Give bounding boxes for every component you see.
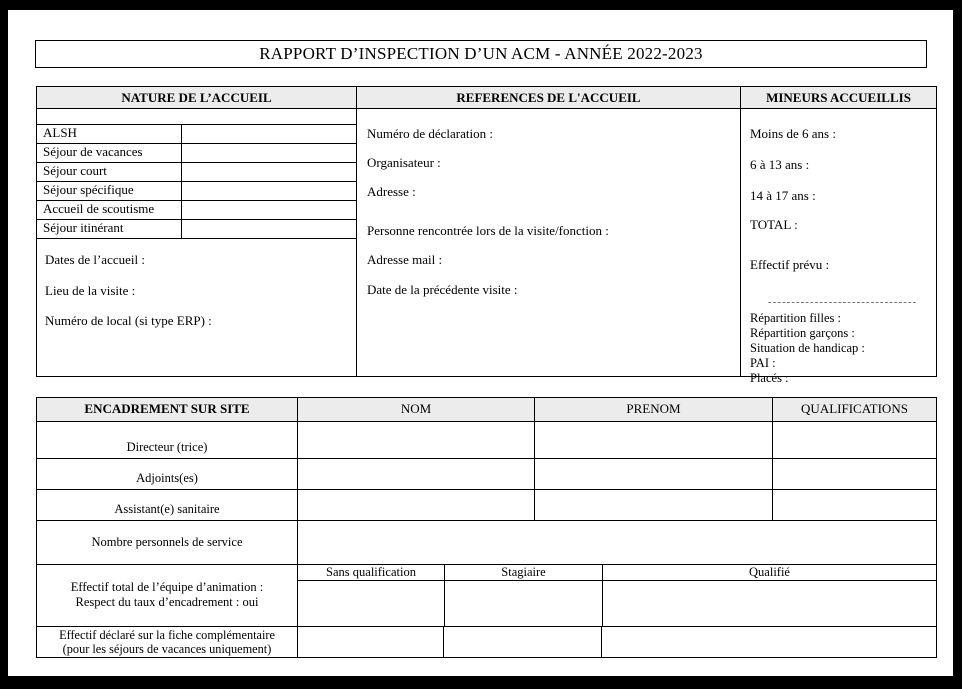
field-label-numero-declaration: Numéro de déclaration : xyxy=(367,126,493,141)
effectif-total-line2: Respect du taux d’encadrement : oui xyxy=(75,595,259,610)
empty-cell xyxy=(772,459,936,490)
field-label-14-17-ans: 14 à 17 ans : xyxy=(750,188,816,203)
empty-cell xyxy=(601,627,936,657)
effectif-declare-line1: Effectif déclaré sur la fiche complémentaire xyxy=(59,628,275,643)
accueil-info-table xyxy=(36,86,937,385)
empty-cell xyxy=(298,581,444,627)
field-label-numero-local: Numéro de local (si type ERP) : xyxy=(45,313,212,328)
accueil-type-label: Séjour itinérant xyxy=(37,220,182,238)
accueil-type-checkbox-cell xyxy=(182,163,356,181)
field-label-situation-handicap: Situation de handicap : xyxy=(750,341,865,355)
assistant-sanitaire-row xyxy=(37,490,936,521)
field-label-pai: PAI : xyxy=(750,356,776,370)
field-label-adresse: Adresse : xyxy=(367,184,416,199)
column-header-nom: NOM xyxy=(297,398,534,421)
empty-cell xyxy=(297,627,443,657)
field-label-lieu-visite: Lieu de la visite : xyxy=(45,283,136,298)
accueil-type-row xyxy=(37,144,356,163)
field-label-places: Placés : xyxy=(750,371,789,385)
accueil-type-checkbox-cell xyxy=(182,125,356,143)
references-header: REFERENCES DE L'ACCUEIL xyxy=(357,87,740,109)
effectif-declare-line2: (pour les séjours de vacances uniquement) xyxy=(62,642,272,657)
empty-cell xyxy=(534,422,772,458)
qualification-subtable xyxy=(297,565,936,627)
encadrement-header-row xyxy=(37,398,936,422)
role-label-assistant-sanitaire: Assistant(e) sanitaire xyxy=(114,502,220,517)
field-label-date-precedente-visite: Date de la précédente visite : xyxy=(367,282,518,297)
empty-cell xyxy=(444,581,602,627)
field-label-effectif-prevu: Effectif prévu : xyxy=(750,257,830,272)
qualification-value-row xyxy=(298,581,936,627)
role-label-personnels-service: Nombre personnels de service xyxy=(91,534,243,549)
accueil-type-row xyxy=(37,201,356,220)
empty-merged-cell xyxy=(297,521,936,564)
accueil-type-table xyxy=(37,109,356,239)
accueil-type-checkbox-cell xyxy=(182,201,356,219)
column-header-prenom: PRENOM xyxy=(534,398,772,421)
mineurs-column xyxy=(741,87,936,385)
repartition-fields xyxy=(750,311,936,386)
personnels-service-row xyxy=(37,521,936,565)
accueil-type-label: Séjour de vacances xyxy=(37,144,182,162)
field-label-moins-6-ans: Moins de 6 ans : xyxy=(750,126,836,141)
document-sheet xyxy=(8,10,953,676)
empty-cell xyxy=(772,422,936,458)
effectif-total-line1: Effectif total de l’équipe d’animation : xyxy=(70,580,264,595)
field-label-total: TOTAL : xyxy=(750,217,798,232)
accueil-type-row xyxy=(37,163,356,182)
empty-cell xyxy=(297,459,534,490)
field-label-repartition-filles: Répartition filles : xyxy=(750,311,841,325)
field-label-6-13-ans: 6 à 13 ans : xyxy=(750,157,810,172)
accueil-type-label: ALSH xyxy=(37,125,182,143)
effectif-declare-label xyxy=(37,627,297,657)
empty-cell xyxy=(534,490,772,520)
role-label-directeur: Directeur (trice) xyxy=(126,439,208,454)
encadrement-table xyxy=(36,397,937,658)
mineurs-header: MINEURS ACCUEILLIS xyxy=(741,87,936,109)
accueil-type-label: Séjour court xyxy=(37,163,182,181)
accueil-type-label: Accueil de scoutisme xyxy=(37,201,182,219)
references-fields xyxy=(357,127,740,297)
accueil-type-row xyxy=(37,125,356,144)
effectif-total-row xyxy=(37,565,936,628)
references-column xyxy=(357,87,741,376)
column-header-qualifications: QUALIFICATIONS xyxy=(772,398,936,421)
empty-cell xyxy=(534,459,772,490)
directeur-row xyxy=(37,422,936,459)
empty-cell xyxy=(443,627,601,657)
mineurs-fields xyxy=(741,127,936,386)
dashed-separator: -------------------------------- xyxy=(768,296,918,308)
empty-cell xyxy=(297,490,534,520)
nature-column xyxy=(37,87,357,376)
field-label-dates-accueil: Dates de l’accueil : xyxy=(45,252,145,267)
document-title-box xyxy=(35,40,927,68)
accueil-type-row xyxy=(37,182,356,201)
document-title: RAPPORT D’INSPECTION D’UN ACM - ANNÉE 2022-2023 xyxy=(259,44,703,63)
field-label-personne-rencontree: Personne rencontrée lors de la visite/fonction : xyxy=(367,223,609,238)
empty-cell xyxy=(772,490,936,520)
effectif-total-label xyxy=(37,565,297,627)
subcolumn-header-stagiaire: Stagiaire xyxy=(444,565,602,580)
accueil-type-row xyxy=(37,220,356,239)
encadrement-header: ENCADREMENT SUR SITE xyxy=(84,401,250,417)
field-label-adresse-mail: Adresse mail : xyxy=(367,252,443,267)
role-label-adjoints: Adjoints(es) xyxy=(136,471,198,486)
adjoints-row xyxy=(37,459,936,491)
subcolumn-header-qualifie: Qualifié xyxy=(602,565,936,580)
effectif-declare-row xyxy=(37,627,936,657)
empty-spacer-row xyxy=(37,109,356,125)
subcolumn-header-sans-qualification: Sans qualification xyxy=(326,565,416,580)
accueil-type-checkbox-cell xyxy=(182,182,356,200)
nature-fields xyxy=(37,253,356,328)
empty-cell xyxy=(602,581,936,627)
accueil-type-checkbox-cell xyxy=(182,144,356,162)
field-label-repartition-garcons: Répartition garçons : xyxy=(750,326,855,340)
accueil-type-label: Séjour spécifique xyxy=(37,182,182,200)
accueil-type-checkbox-cell xyxy=(182,220,356,238)
qualification-subheader-row xyxy=(298,565,936,581)
field-label-organisateur: Organisateur : xyxy=(367,155,441,170)
nature-header: NATURE DE L’ACCUEIL xyxy=(37,87,356,109)
empty-cell xyxy=(297,422,534,458)
